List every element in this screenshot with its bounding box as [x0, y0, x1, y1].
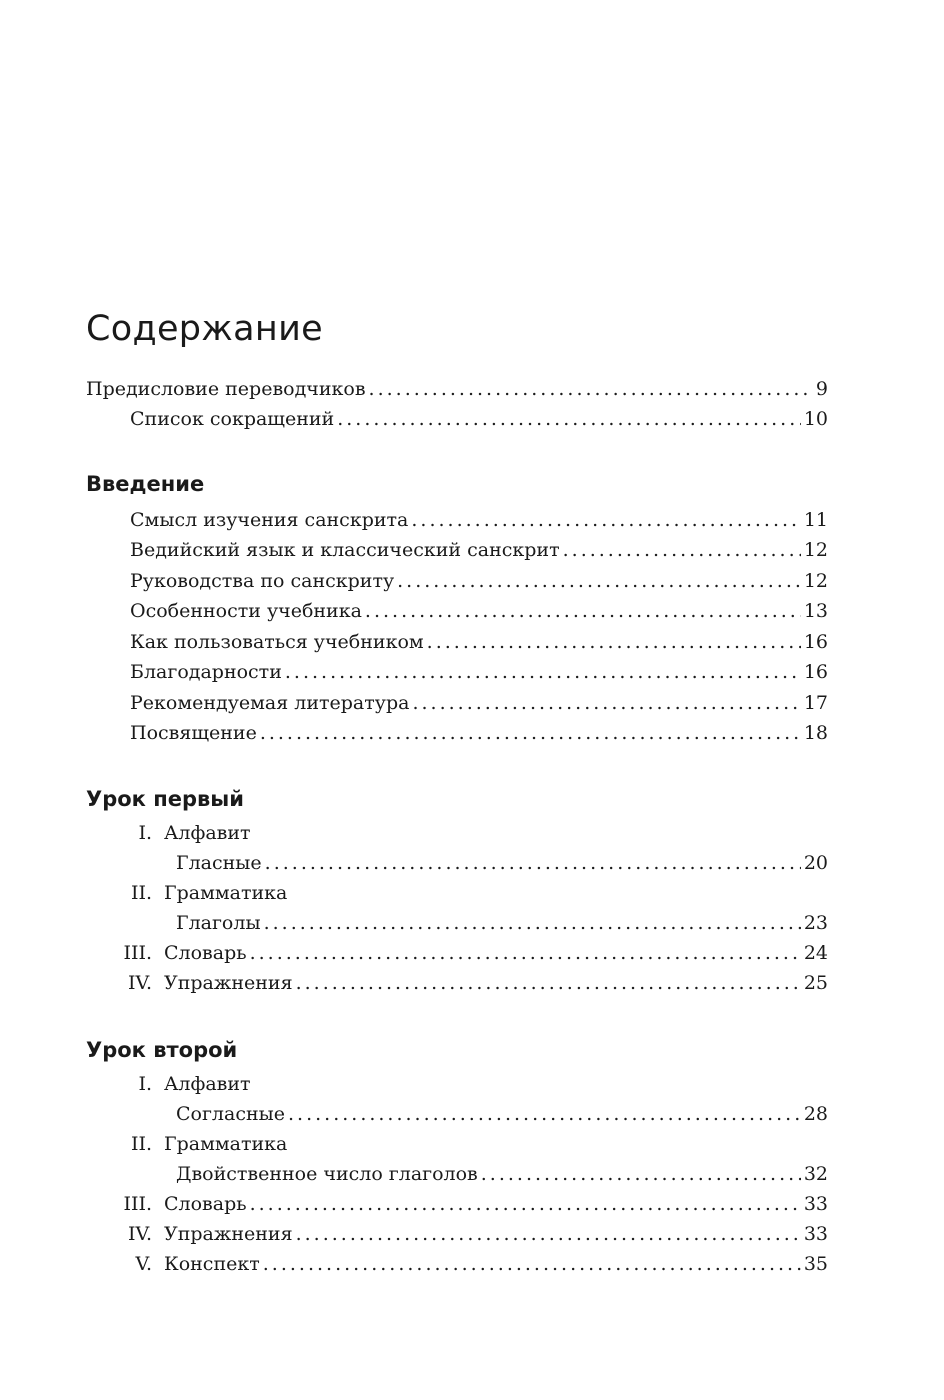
dot-leader — [337, 404, 801, 434]
toc-entry[interactable] — [86, 1219, 828, 1249]
dot-leader — [369, 374, 813, 404]
roman-numeral: IV. — [128, 1223, 152, 1245]
toc-page-number: 33 — [803, 1193, 828, 1215]
toc-entry[interactable] — [86, 657, 828, 687]
toc-entry-label: Глаголы — [176, 912, 261, 934]
toc-entry-label: Грамматика — [164, 1133, 288, 1155]
toc-entry-label: Список сокращений — [130, 408, 335, 430]
toc-entry[interactable] — [86, 968, 828, 998]
toc-page-number: 18 — [803, 722, 828, 744]
toc-page-number: 12 — [803, 570, 828, 592]
toc-section-alphabet — [86, 818, 828, 848]
dot-leader — [264, 908, 801, 938]
toc-page-number: 16 — [803, 661, 828, 683]
toc-entry-label: Рекомендуемая литература — [130, 692, 410, 714]
toc-entry-label: Алфавит — [164, 822, 251, 844]
toc-entry-label: Упражнения — [164, 972, 293, 994]
toc-entry-label: Грамматика — [164, 882, 288, 904]
dot-leader — [260, 718, 801, 748]
toc-entry-label: Предисловие переводчиков — [86, 378, 366, 400]
toc-page-number: 20 — [803, 852, 828, 874]
toc-page-number: 23 — [803, 912, 828, 934]
toc-entry[interactable] — [86, 908, 828, 938]
section-heading-lesson-2: Урок второй — [86, 1038, 238, 1062]
toc-entry[interactable] — [86, 627, 828, 657]
toc-page-number: 9 — [815, 378, 828, 400]
toc-entry-label: Двойственное число глаголов — [176, 1163, 478, 1185]
toc-page-number: 16 — [803, 631, 828, 653]
roman-numeral: II. — [130, 1133, 152, 1155]
dot-leader — [250, 938, 801, 968]
dot-leader — [563, 535, 801, 565]
dot-leader — [365, 596, 801, 626]
toc-entry[interactable] — [86, 848, 828, 878]
toc-entry-label: Ведийский язык и классический санскрит — [130, 539, 560, 561]
toc-entry-abbreviations[interactable] — [86, 404, 828, 434]
dot-leader — [412, 688, 800, 718]
toc-entry[interactable] — [86, 596, 828, 626]
toc-entry[interactable] — [86, 1249, 828, 1279]
toc-page-number: 33 — [803, 1223, 828, 1245]
roman-numeral: V. — [135, 1253, 152, 1275]
toc-entry-label: Гласные — [176, 852, 262, 874]
page-title: Содержание — [86, 309, 323, 349]
dot-leader — [481, 1159, 801, 1189]
toc-page-number: 28 — [803, 1103, 828, 1125]
toc-section-grammar — [86, 1129, 828, 1159]
toc-page-number: 24 — [803, 942, 828, 964]
roman-numeral: III. — [123, 942, 152, 964]
toc-entry[interactable] — [86, 1099, 828, 1129]
toc-entry-label: Алфавит — [164, 1073, 251, 1095]
toc-page-number: 11 — [803, 509, 828, 531]
dot-leader — [265, 848, 801, 878]
dot-leader — [250, 1189, 801, 1219]
toc-page-number: 12 — [803, 539, 828, 561]
dot-leader — [296, 1219, 801, 1249]
dot-leader — [397, 566, 801, 596]
toc-entry-label: Руководства по санскриту — [130, 570, 395, 592]
toc-entry-label: Согласные — [176, 1103, 285, 1125]
toc-entry[interactable] — [86, 566, 828, 596]
toc-page-number: 25 — [803, 972, 828, 994]
toc-entry-label: Конспект — [164, 1253, 260, 1275]
toc-page-number: 17 — [803, 692, 828, 714]
toc-entry[interactable] — [86, 1159, 828, 1189]
toc-page-number: 32 — [803, 1163, 828, 1185]
dot-leader — [427, 627, 801, 657]
roman-numeral: I. — [138, 1073, 152, 1095]
toc-page-number: 35 — [803, 1253, 828, 1275]
toc-entry-label: Посвящение — [130, 722, 257, 744]
toc-entry-label: Как пользоваться учебником — [130, 631, 424, 653]
toc-entry[interactable] — [86, 938, 828, 968]
toc-entry-label: Благодарности — [130, 661, 282, 683]
toc-entry-label: Словарь — [164, 942, 247, 964]
toc-entry[interactable] — [86, 1189, 828, 1219]
roman-numeral: II. — [130, 882, 152, 904]
roman-numeral: III. — [123, 1193, 152, 1215]
dot-leader — [285, 657, 801, 687]
toc-entry-label: Смысл изучения санскрита — [130, 509, 409, 531]
section-heading-intro: Введение — [86, 472, 205, 496]
toc-entry-label: Особенности учебника — [130, 600, 362, 622]
toc-entry-preface[interactable] — [86, 374, 828, 404]
roman-numeral: IV. — [128, 972, 152, 994]
dot-leader — [411, 505, 800, 535]
toc-section-alphabet — [86, 1069, 828, 1099]
dot-leader — [288, 1099, 801, 1129]
toc-entry-label: Упражнения — [164, 1223, 293, 1245]
toc-entry[interactable] — [86, 688, 828, 718]
toc-page-number: 10 — [803, 408, 828, 430]
toc-entry[interactable] — [86, 718, 828, 748]
toc-entry[interactable] — [86, 505, 828, 535]
toc-entry-label: Словарь — [164, 1193, 247, 1215]
toc-section-grammar — [86, 878, 828, 908]
section-heading-lesson-1: Урок первый — [86, 787, 244, 811]
dot-leader — [263, 1249, 801, 1279]
dot-leader — [296, 968, 801, 998]
toc-entry[interactable] — [86, 535, 828, 565]
toc-page-number: 13 — [803, 600, 828, 622]
roman-numeral: I. — [138, 822, 152, 844]
